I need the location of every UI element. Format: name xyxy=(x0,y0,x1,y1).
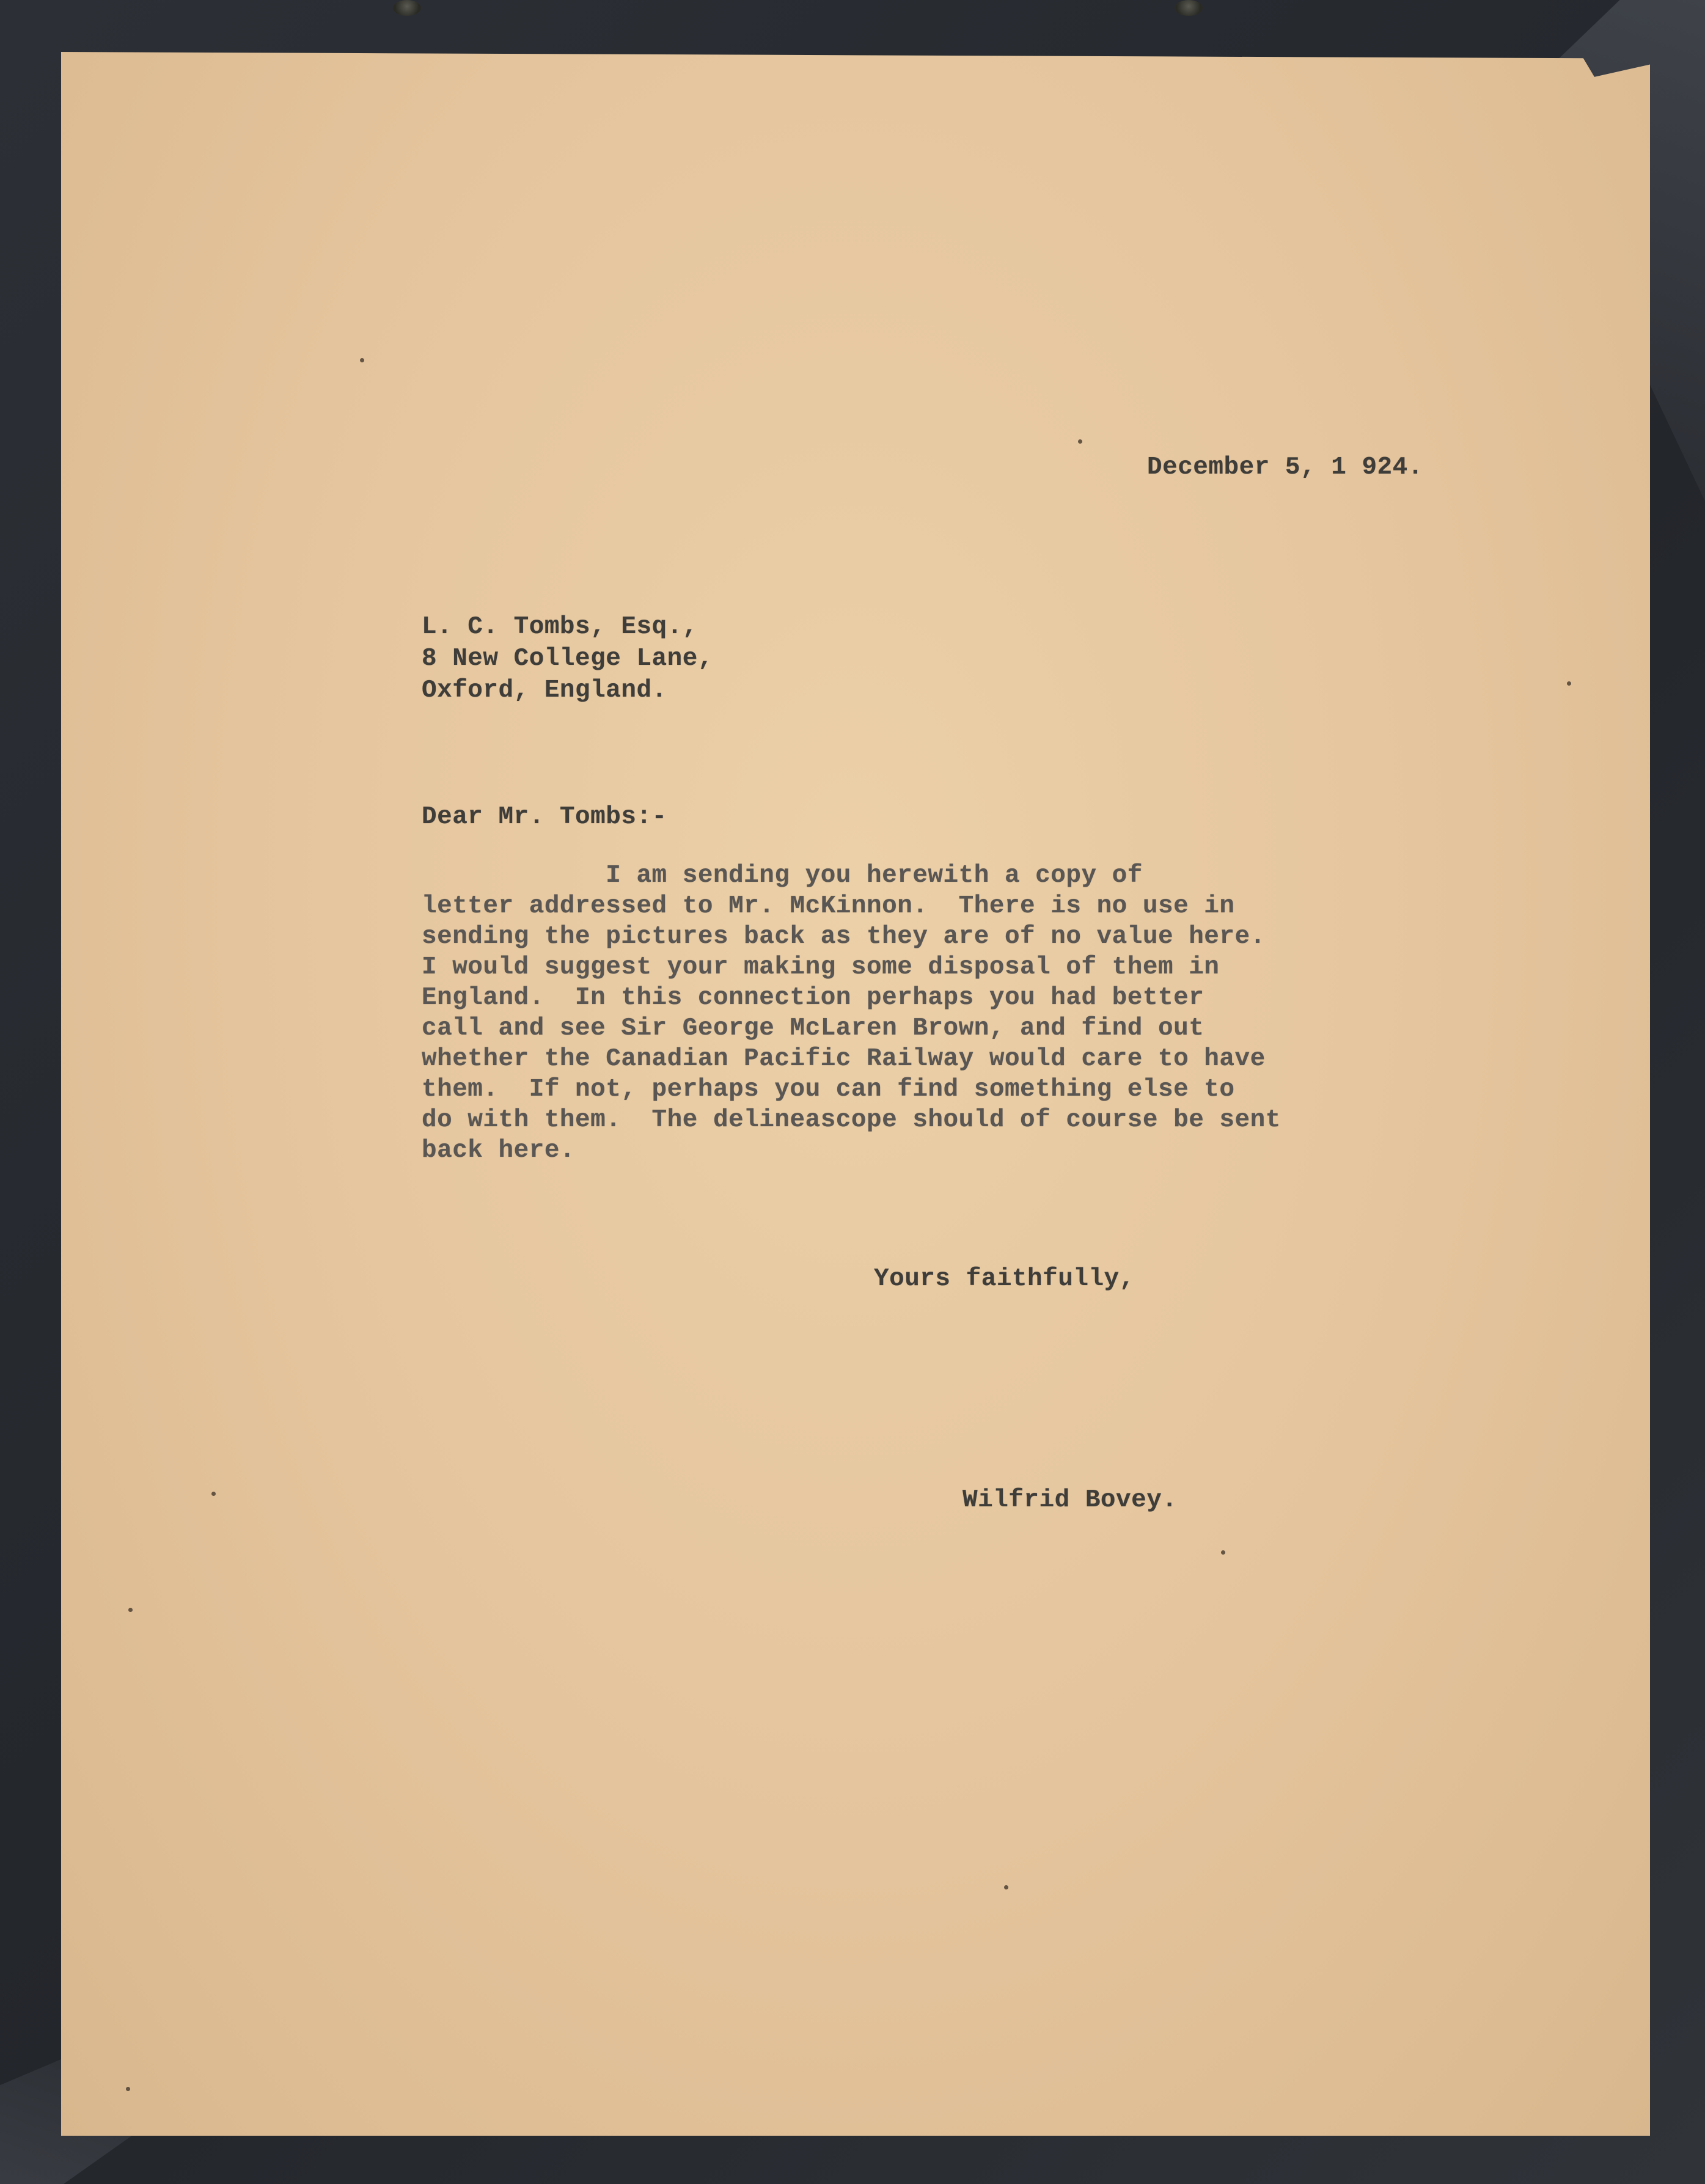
body-line: letter addressed to Mr. McKinnon. There is no use in xyxy=(422,892,1235,920)
recipient-city-line: Oxford, England. xyxy=(422,676,667,705)
body-line: call and see Sir George McLaren Brown, and find out xyxy=(422,1014,1204,1043)
body-line: them. If not, perhaps you can find something else to xyxy=(422,1076,1235,1104)
recipient-name-line: L. C. Tombs, Esq., xyxy=(422,613,698,641)
recipient-street-line: 8 New College Lane, xyxy=(422,645,713,673)
paper-speck xyxy=(1221,1550,1225,1555)
body-line: I am sending you herewith a copy of xyxy=(422,862,1143,890)
paper-speck xyxy=(126,2087,130,2091)
paper-speck xyxy=(1567,681,1571,686)
salutation: Dear Mr. Tombs:- xyxy=(422,803,667,831)
paper-speck xyxy=(128,1608,133,1612)
recipient-address xyxy=(422,611,713,706)
letter-date: December 5, 1 924. xyxy=(1147,453,1423,482)
closing: Yours faithfully, xyxy=(874,1265,1135,1293)
letter-body xyxy=(422,860,1281,1166)
body-line: whether the Canadian Pacific Railway would care to have xyxy=(422,1045,1266,1073)
body-line: I would suggest your making some disposal of them in xyxy=(422,953,1220,981)
body-line: do with them. The delineascope should of course be sent xyxy=(422,1106,1281,1134)
binder-ring-right xyxy=(1175,0,1203,16)
paper-speck xyxy=(360,358,364,362)
body-line: England. In this connection perhaps you had better xyxy=(422,984,1204,1012)
body-line: sending the pictures back as they are of no value here. xyxy=(422,923,1266,951)
paper-speck xyxy=(211,1492,216,1496)
signature: Wilfrid Bovey. xyxy=(963,1486,1178,1514)
paper-speck xyxy=(1078,439,1082,444)
binder-ring-left xyxy=(393,0,421,16)
body-line: back here. xyxy=(422,1137,576,1165)
paper-speck xyxy=(1004,1885,1008,1889)
